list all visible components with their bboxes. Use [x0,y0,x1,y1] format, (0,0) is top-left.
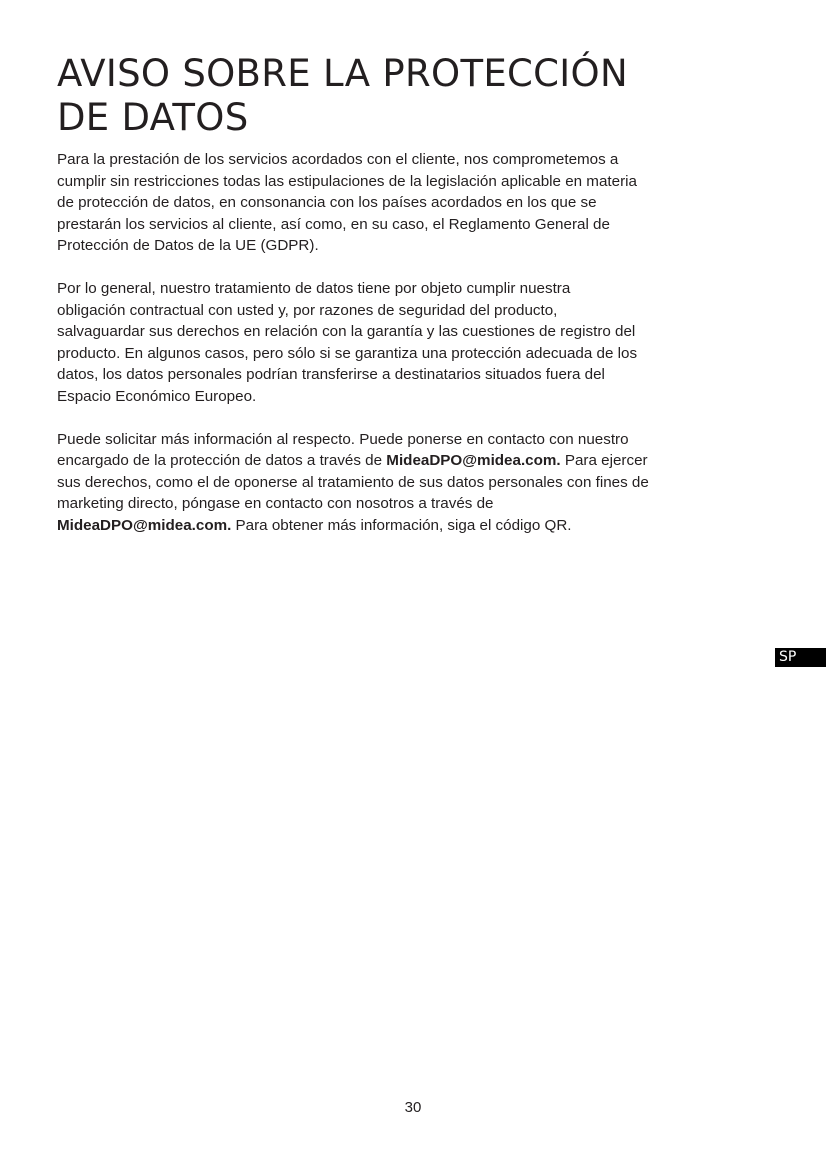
text-line: cumplir sin restricciones todas las estipulaciones de la legislación aplicable en materia [57,172,637,190]
text-line: prestarán los servicios al cliente, así como, en su caso, el Reglamento General de [57,215,610,233]
title-line-1: AVISO SOBRE LA PROTECCIÓN [57,52,628,95]
text-line: producto. En algunos casos, pero sólo si se garantiza una protección adecuada de los [57,344,638,362]
text-line: salvaguardar sus derechos en relación con la garantía y las cuestiones de registro del [57,323,636,340]
dpo-email-link[interactable]: MideaDPO@midea.com. [386,452,561,469]
text-fragment: Para obtener más información, siga el código QR. [231,516,572,534]
text-line: Para la prestación de los servicios acordados con el cliente, nos comprometemos a [57,151,619,168]
text-line: marketing directo, póngase en contacto con nosotros a través de [57,495,494,512]
dpo-email-link[interactable]: MideaDPO@midea.com. [57,516,232,534]
text-line: Espacio Económico Europeo. [57,387,257,405]
text-line: Protección de Datos de la UE (GDPR). [57,237,319,254]
paragraph-contact [57,429,769,537]
text-line: sus derechos, como el de oponerse al tratamiento de sus datos personales con fines de [57,473,649,491]
text-line [57,450,769,472]
text-line: de protección de datos, en consonancia con los países acordados en los que se [57,194,597,211]
page-title [57,52,777,140]
language-tab: SP [775,648,826,667]
page-number: 30 [404,1099,422,1116]
paragraph-data-processing [57,278,769,407]
text-fragment: Para ejercer [560,452,648,469]
text-line: Por lo general, nuestro tratamiento de datos tiene por objeto cumplir nuestra [57,280,571,297]
text-line: Puede solicitar más información al respecto. Puede ponerse en contacto con nuestro [57,430,629,448]
text-line: datos, los datos personales podrían transferirse a destinatarios situados fuera del [57,366,605,383]
text-line [57,515,769,537]
text-fragment: encargado de la protección de datos a través de [57,452,387,469]
body-text [57,149,769,558]
title-line-2: DE DATOS [57,96,249,139]
paragraph-compliance [57,149,769,257]
text-line: obligación contractual con usted y, por razones de seguridad del producto, [57,301,558,319]
